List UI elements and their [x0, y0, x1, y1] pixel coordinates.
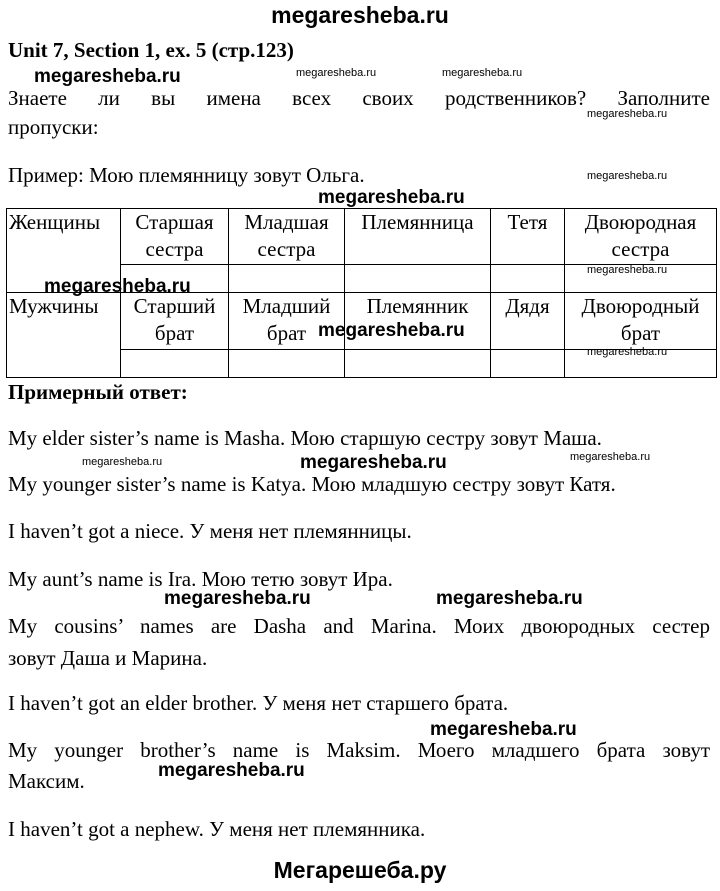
site-watermark: megaresheba.ru: [436, 588, 583, 609]
site-watermark: megaresheba.ru: [587, 108, 668, 120]
men-label: Мужчины: [7, 293, 121, 378]
site-watermark: megaresheba.ru: [34, 66, 181, 87]
answer-line: My cousins’ names are Dasha and Marina. Моих двоюродных сестер: [8, 614, 710, 638]
table-cell: Младшая сестра: [229, 209, 345, 265]
women-label: Женщины: [7, 209, 121, 293]
answer-line: My younger brother’s name is Maksim. Моего младшего брата зовут: [8, 738, 710, 762]
site-watermark: megaresheba.ru: [318, 187, 465, 208]
answer-line: I haven’t got a nephew. У меня нет племянника.: [8, 817, 426, 841]
table-cell: Старший брат: [121, 293, 229, 350]
table-cell: Племянница: [345, 209, 491, 265]
table-cell: Двоюродная сестра: [565, 209, 717, 265]
site-watermark: megaresheba.ru: [296, 67, 377, 79]
answer-line: I haven’t got an elder brother. У меня нет старшего брата.: [8, 691, 509, 715]
site-watermark: megaresheba.ru: [430, 719, 577, 740]
exercise-heading: Unit 7, Section 1, ex. 5 (стр.123): [8, 38, 294, 62]
empty-cell: [345, 350, 491, 378]
empty-cell: [229, 350, 345, 378]
site-watermark: megaresheba.ru: [158, 760, 305, 781]
site-watermark: megaresheba.ru: [300, 452, 447, 473]
answer-line: зовут Даша и Марина.: [8, 646, 208, 670]
site-watermark: megaresheba.ru: [82, 456, 163, 468]
table-cell: Племянник: [345, 293, 491, 350]
table-cell: Младший брат: [229, 293, 345, 350]
site-watermark: megaresheba.ru: [164, 588, 311, 609]
empty-cell: [229, 265, 345, 293]
site-watermark: megaresheba.ru: [318, 320, 465, 341]
women-row: [7, 209, 717, 265]
site-watermark-bottom: Мегарешеба.ру: [273, 857, 447, 883]
answer-line: Максим.: [8, 769, 85, 793]
table-cell: Старшая сестра: [121, 209, 229, 265]
site-watermark: megaresheba.ru: [587, 170, 668, 182]
site-watermark: megaresheba.ru: [44, 276, 191, 297]
empty-cell: [491, 265, 565, 293]
table-cell: Тетя: [491, 209, 565, 265]
empty-cell: [345, 265, 491, 293]
task-line-1: Знаете ли вы имена всех своих родственников? Заполните: [8, 86, 710, 110]
site-watermark: megaresheba.ru: [570, 451, 651, 463]
empty-cell: [491, 350, 565, 378]
task-example: Пример: Мою племянницу зовут Ольга.: [8, 163, 365, 187]
task-line-2: пропуски:: [8, 115, 99, 139]
answer-title: Примерный ответ:: [8, 380, 188, 404]
table-cell: Двоюродный брат: [565, 293, 717, 350]
empty-cell: [121, 350, 229, 378]
table-cell: Дядя: [491, 293, 565, 350]
site-watermark: megaresheba.ru: [587, 264, 668, 276]
site-watermark-top: megaresheba.ru: [271, 2, 449, 28]
answer-line: My younger sister’s name is Katya. Мою младшую сестру зовут Катя.: [8, 472, 616, 496]
site-watermark: megaresheba.ru: [587, 346, 668, 358]
site-watermark: megaresheba.ru: [442, 67, 523, 79]
answer-line: My elder sister’s name is Masha. Мою старшую сестру зовут Маша.: [8, 426, 602, 450]
answer-line: My aunt’s name is Ira. Мою тетю зовут Ира.: [8, 567, 393, 591]
answer-line: I haven’t got a niece. У меня нет племянницы.: [8, 519, 412, 543]
